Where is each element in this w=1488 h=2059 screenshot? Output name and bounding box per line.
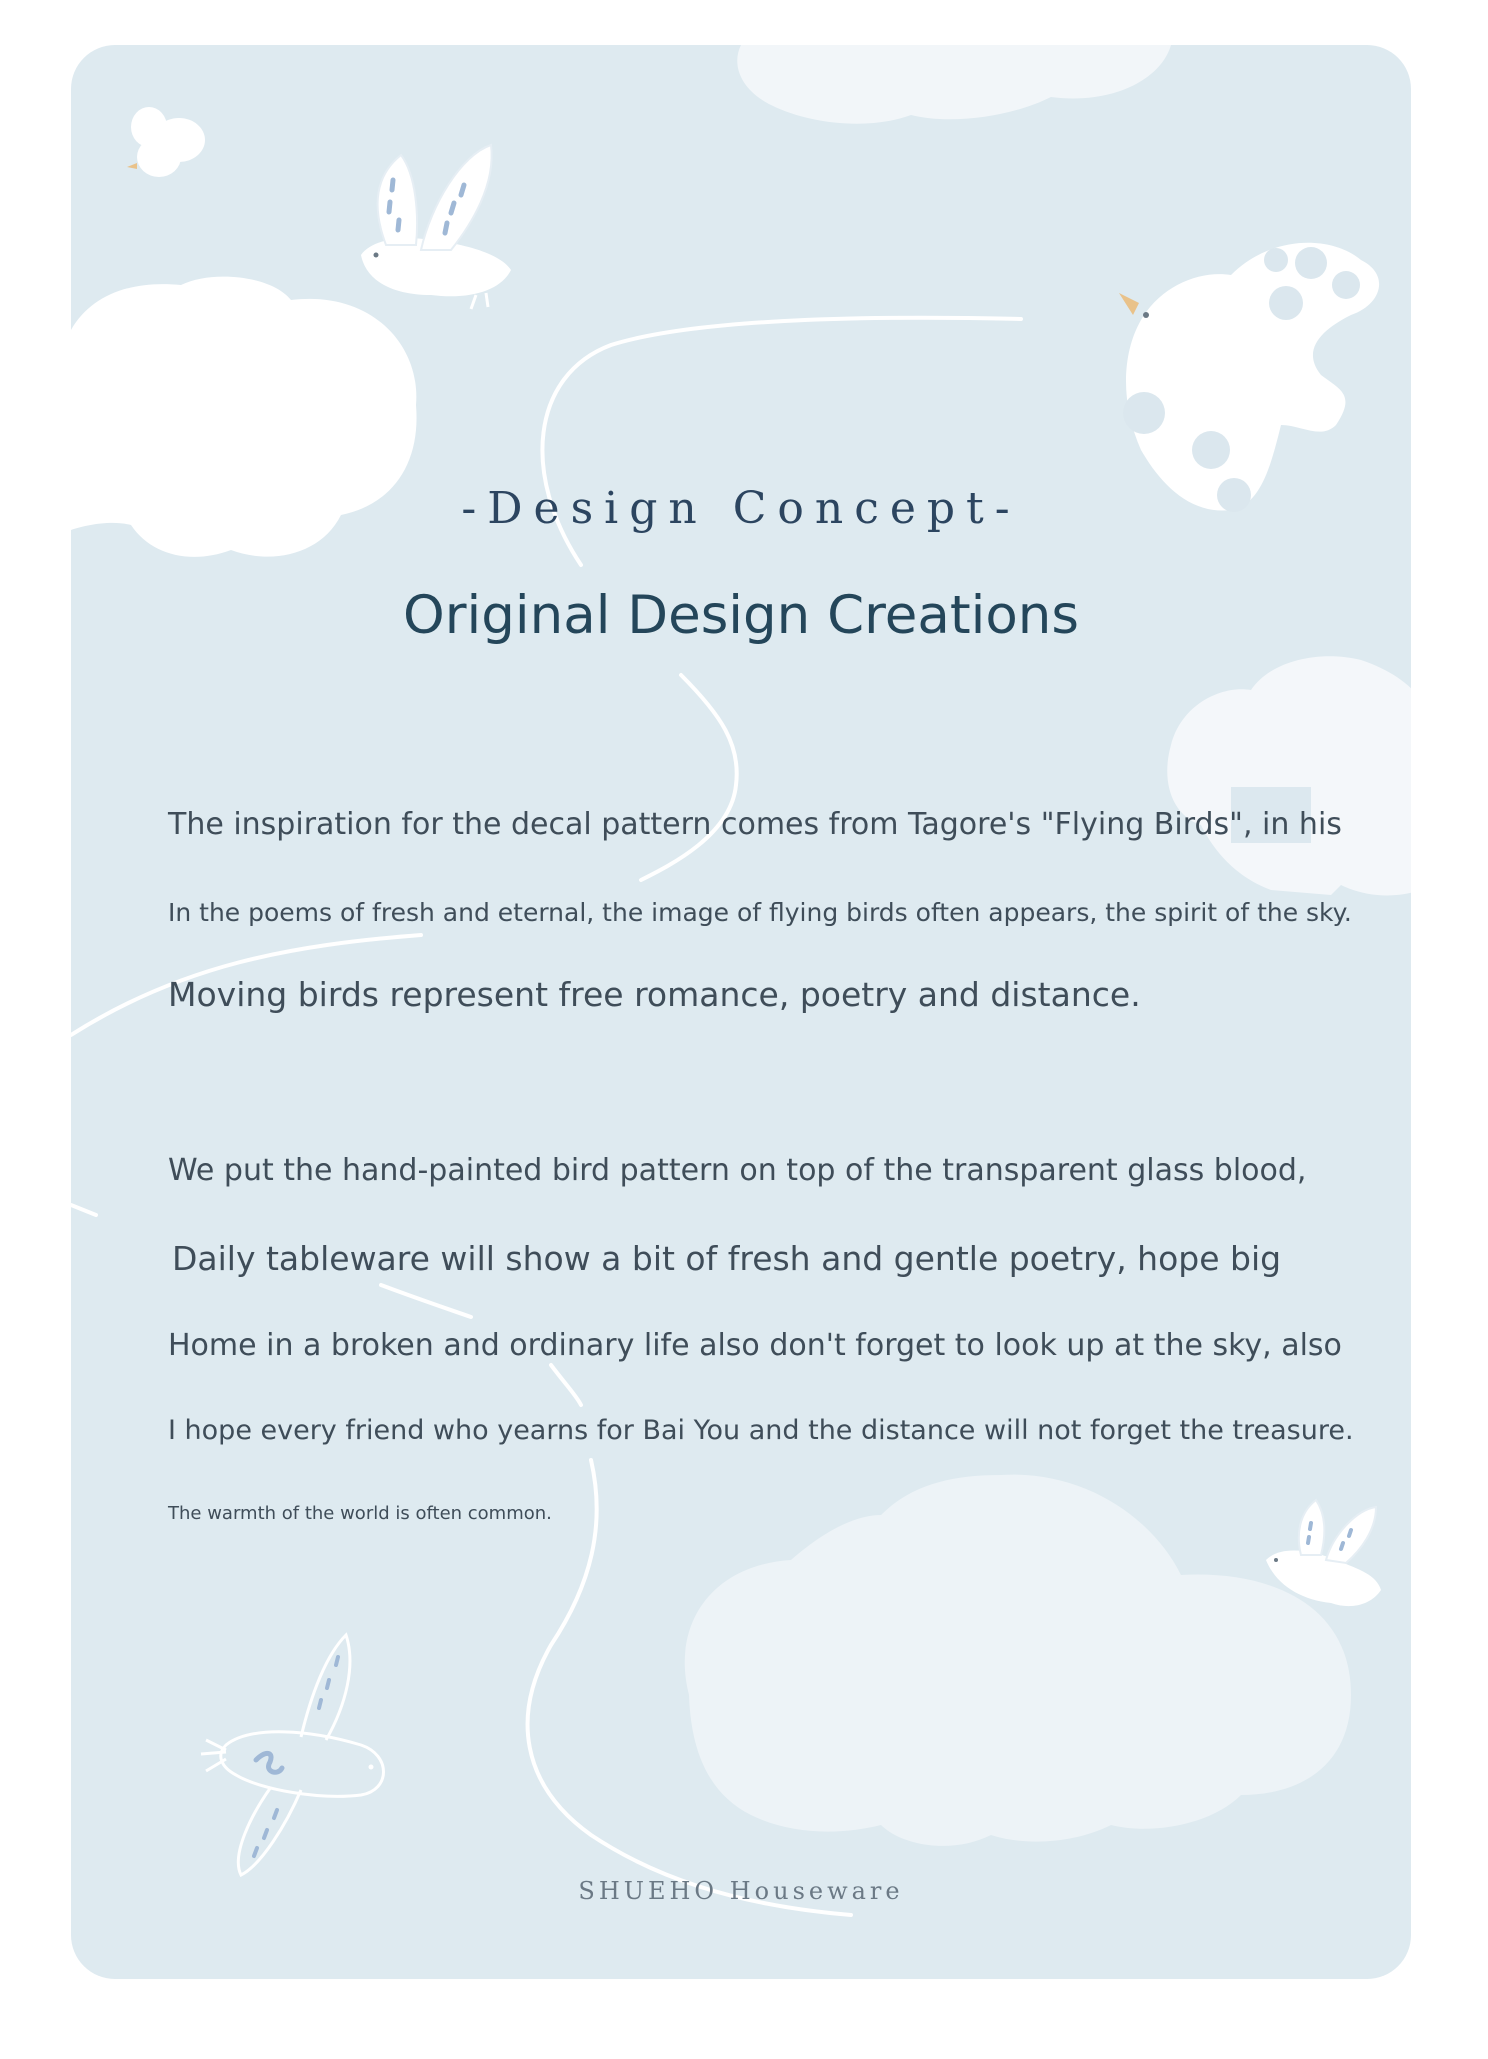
bird-icon xyxy=(361,145,511,309)
bird-icon xyxy=(201,1635,384,1875)
paragraph-line: In the poems of fresh and eternal, the image of flying birds often appears, the spirit of the sky. xyxy=(168,898,1352,927)
bird-icon xyxy=(127,107,205,177)
paragraph-line: Daily tableware will show a bit of fresh and gentle poetry, hope big xyxy=(172,1239,1282,1278)
paragraph-line: The inspiration for the decal pattern comes from Tagore's "Flying Birds", in his xyxy=(168,807,1342,842)
spotted-bird-icon xyxy=(1119,243,1379,512)
brand-name: SHUEHO Houseware xyxy=(578,1877,904,1905)
cloud-icon xyxy=(737,45,1171,124)
paragraph-line: I hope every friend who yearns for Bai You and the distance will not forget the treasure. xyxy=(168,1415,1354,1446)
page-title: Original Design Creations xyxy=(403,585,1079,646)
cloud-icon xyxy=(1167,656,1411,895)
poster-card xyxy=(71,45,1411,1979)
flight-path-line xyxy=(641,675,737,880)
paragraph-line: Home in a broken and ordinary life also don't forget to look up at the sky, also xyxy=(168,1328,1342,1363)
section-subtitle: -Design Concept- xyxy=(461,483,1021,534)
flight-path-line xyxy=(381,1285,471,1317)
flight-path-line xyxy=(71,1205,96,1215)
bird-icon xyxy=(1266,1500,1381,1606)
paragraph-line: Moving birds represent free romance, poetry and distance. xyxy=(168,975,1141,1014)
cloud-icon xyxy=(685,1475,1351,1846)
flight-path-line xyxy=(551,1365,581,1405)
paragraph-line: The warmth of the world is often common. xyxy=(168,1503,552,1524)
paragraph-line: We put the hand-painted bird pattern on top of the transparent glass blood, xyxy=(168,1153,1307,1188)
